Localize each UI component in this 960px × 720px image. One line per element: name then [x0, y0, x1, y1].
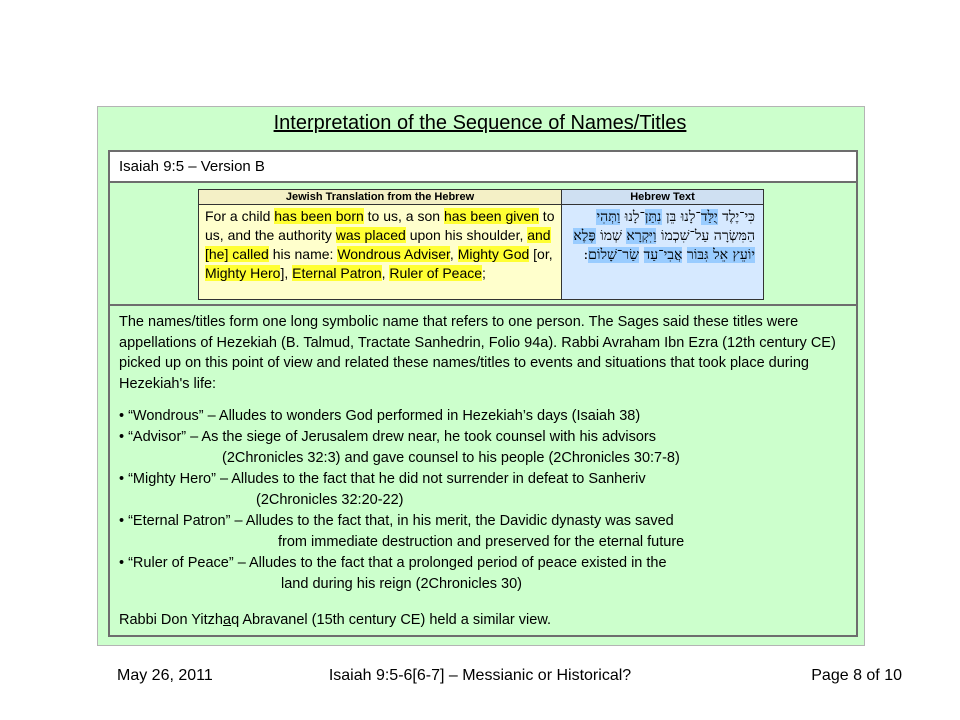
hebrew-column-header: Hebrew Text	[562, 190, 763, 205]
hebrew-word: שְׁמוֹ	[595, 228, 627, 244]
interpretation-bullet: • “Wondrous” – Alludes to wonders God performed in Hezekiah’s days (Isaiah 38)	[119, 408, 641, 424]
highlighted-hebrew-word: וַתְּהִי	[596, 209, 621, 225]
highlighted-phrase: and [he] called	[205, 227, 551, 262]
verse-subheading: Isaiah 9:5 – Version B	[110, 152, 856, 183]
highlighted-phrase: was placed	[335, 227, 406, 243]
highlighted-phrase: has been born	[274, 208, 364, 224]
interpretation-bullet: • “Ruler of Peace” – Alludes to the fact that a prolonged period of peace existed in the	[119, 555, 667, 571]
translation-text: his name:	[268, 246, 338, 262]
translation-text: to us, and the authority	[205, 208, 555, 243]
footer-date: May 26, 2011	[117, 667, 213, 684]
english-column-header: Jewish Translation from the Hebrew	[199, 190, 561, 205]
interpretation-bullet-continuation: from immediate destruction and preserved for the eternal future	[278, 534, 685, 550]
highlighted-phrase: has been given	[443, 208, 539, 224]
interpretation-list	[119, 406, 849, 595]
highlighted-phrase: Wondrous Adviser	[337, 246, 450, 262]
highlighted-phrase: Ruler of Peace	[389, 265, 483, 281]
translation-text: [or,	[529, 246, 553, 262]
highlighted-hebrew-word: פֶּלֶא יוֹעֵץ אֵל גִּבּוֹר	[573, 228, 755, 263]
interpretation-bullet: • “Advisor” – As the siege of Jerusalem drew near, he took counsel with his advisors	[119, 429, 657, 445]
row-divider	[110, 304, 856, 306]
interpretation-bullet: • “Eternal Patron” – Alludes to the fact that, in his merit, the Davidic dynasty was saved	[119, 513, 674, 529]
highlighted-phrase: Eternal Patron	[292, 265, 382, 281]
hebrew-word	[639, 247, 643, 263]
interpretation-bullet: • “Mighty Hero” – Alludes to the fact that he did not surrender in defeat to Sanheriv	[119, 471, 646, 487]
highlighted-hebrew-word: נִתַּן	[644, 209, 662, 225]
english-translation	[199, 205, 561, 283]
translation-text: to us, a son	[363, 208, 444, 224]
translation-table	[198, 189, 764, 300]
closing-line: Rabbi Don Yitzhaq Abravanel (15th century CE) held a similar view.	[119, 612, 552, 628]
hebrew-word: ־לָנוּ	[620, 209, 645, 225]
highlighted-phrase: Mighty God	[457, 246, 530, 262]
footer-page-number: Page 8 of 10	[811, 667, 902, 684]
hebrew-word: הַמִּשְׂרָה עַל־שִׁכְמוֹ	[656, 228, 755, 244]
translation-text: ],	[280, 265, 293, 281]
content-table	[108, 150, 858, 637]
translation-text: ;	[482, 265, 486, 281]
translation-text: ,	[449, 246, 458, 262]
hebrew-text	[562, 205, 763, 265]
intro-paragraph: The names/titles form one long symbolic name that refers to one person. The Sages said these titles were appellations of Hezekiah (B. Talmud, Tractate Sanhedrin, Folio 94a). Rabbi Avraham Ibn Ezra (12th century CE) picked up on this point of view and related these names/titles to events and situations that took place during Hezekiah's life:	[119, 314, 836, 392]
hebrew-word: כִּי־יֶלֶד	[717, 209, 755, 225]
highlighted-hebrew-word: וַיִּקְרָא	[626, 228, 657, 244]
highlighted-hebrew-word: יֻלַּד	[700, 209, 718, 225]
hebrew-word: :	[583, 247, 589, 263]
translation-text: ,	[381, 265, 390, 281]
slide-title: Interpretation of the Sequence of Names/Titles	[273, 112, 687, 134]
interpretation-bullet-continuation: (2Chronicles 32:3) and gave counsel to his people (2Chronicles 30:7-8)	[222, 450, 680, 466]
highlighted-phrase: Mighty Hero	[205, 265, 281, 281]
highlighted-hebrew-word: שַׂר־שָׁלוֹם	[588, 247, 640, 263]
hebrew-word: ־לָנוּ בֵּן	[661, 209, 701, 225]
footer-title: Isaiah 9:5-6[6-7] – Messianic or Historical?	[328, 667, 632, 684]
interpretation-bullet-continuation: (2Chronicles 32:20-22)	[256, 492, 404, 508]
translation-text: upon his shoulder,	[405, 227, 528, 243]
highlighted-hebrew-word: אֲבִי־עַד	[643, 247, 683, 263]
english-column	[199, 190, 562, 299]
translation-text: For a child	[205, 208, 275, 224]
interpretation-bullet-continuation: land during his reign (2Chronicles 30)	[281, 576, 522, 592]
hebrew-column	[562, 190, 763, 299]
